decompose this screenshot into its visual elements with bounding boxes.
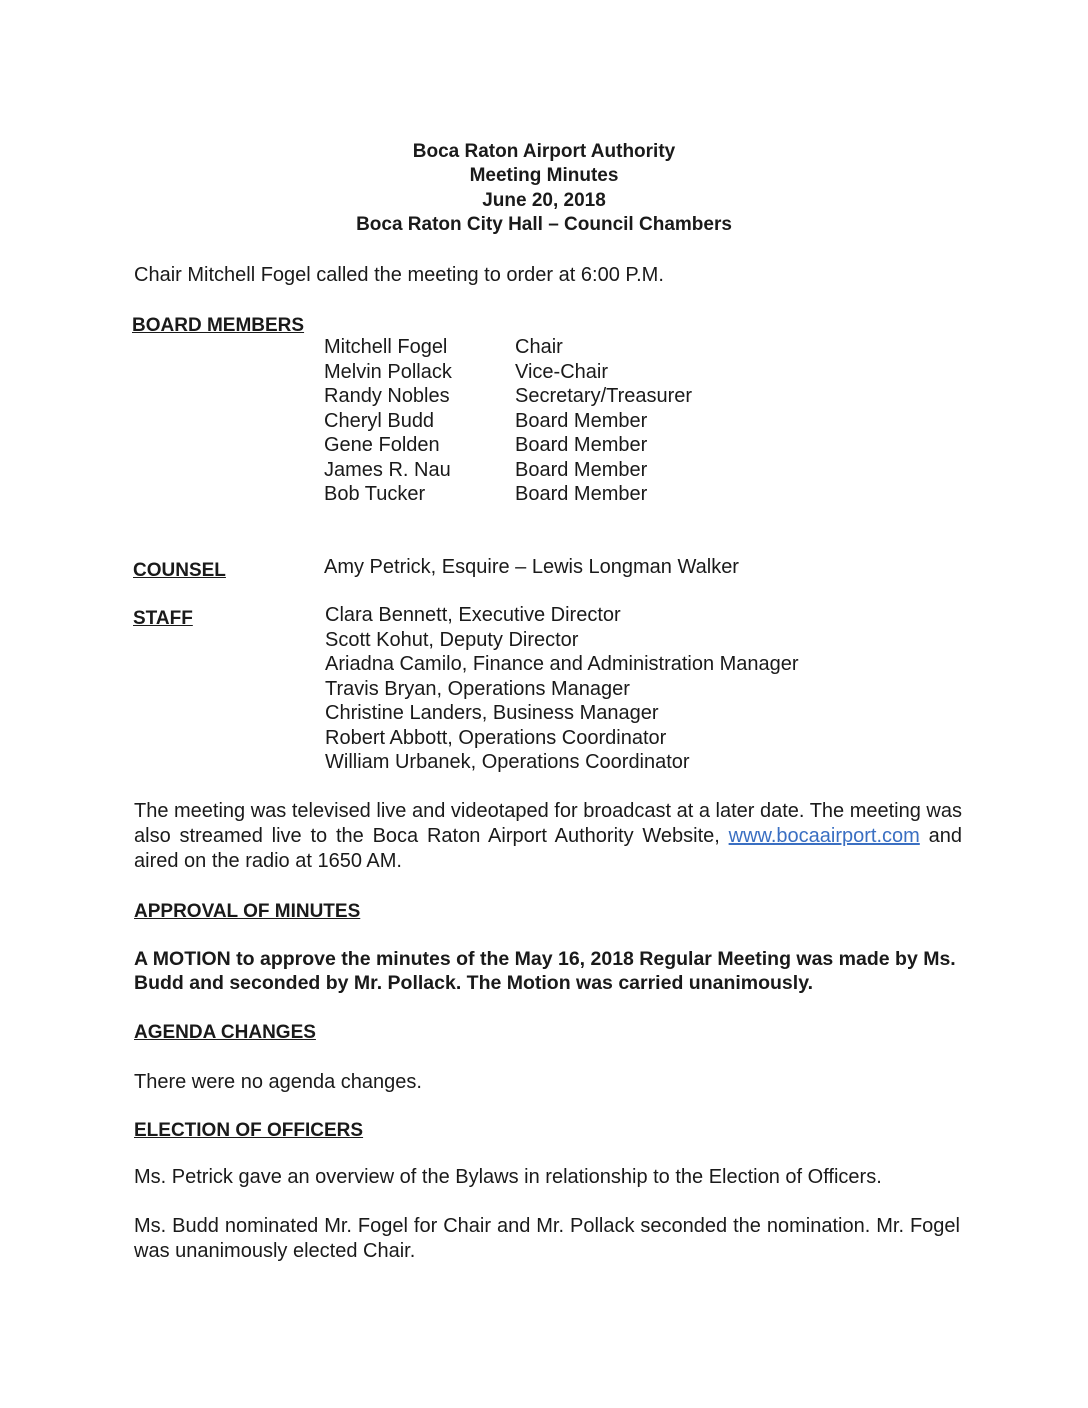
broadcast-text-before: The meeting was televised live and videotaped for broadcast at a later date. The meeting was also streamed live to the Boca Raton Airport Authority Website, <box>134 800 962 847</box>
website-link[interactable]: www.bocaairport.com <box>728 825 920 847</box>
call-to-order: Chair Mitchell Fogel called the meeting to order at 6:00 P.M. <box>134 264 664 286</box>
staff-member: Robert Abbott, Operations Coordinator <box>325 726 667 749</box>
org-title: Boca Raton Airport Authority <box>412 141 676 162</box>
staff-member: Christine Landers, Business Manager <box>325 702 659 724</box>
agenda-changes-heading: AGENDA CHANGES <box>134 1022 316 1043</box>
staff-heading: STAFF <box>133 608 193 629</box>
election-paragraph-1: Ms. Petrick gave an overview of the Bylaws in relationship to the Election of Officers. <box>134 1166 882 1188</box>
meeting-location: Boca Raton City Hall – Council Chambers <box>356 214 732 235</box>
member-name: Melvin Pollack <box>324 360 452 383</box>
member-role: Vice-Chair <box>515 360 608 383</box>
broadcast-text-after: and aired on the radio at 1650 AM. <box>134 825 962 872</box>
member-name: Mitchell Fogel <box>324 336 448 358</box>
member-role: Board Member <box>515 458 648 481</box>
approval-motion: A MOTION to approve the minutes of the May 16, 2018 Regular Meeting was made by Ms. Budd and seconded by Mr. Pollack. The Motion was carried unanimously. <box>134 948 956 994</box>
staff-member: William Urbanek, Operations Coordinator <box>325 751 690 773</box>
staff-list <box>325 603 799 775</box>
member-role: Secretary/Treasurer <box>515 385 693 407</box>
member-name: Randy Nobles <box>324 385 450 407</box>
election-paragraph-2: Ms. Budd nominated Mr. Fogel for Chair and Mr. Pollack seconded the nomination. Mr. Fogel was unanimously elected Chair. <box>134 1215 960 1262</box>
counsel-name: Amy Petrick, Esquire – Lewis Longman Walker <box>324 556 739 578</box>
agenda-changes-text: There were no agenda changes. <box>134 1071 422 1093</box>
member-role: Board Member <box>515 483 648 505</box>
staff-member: Ariadna Camilo, Finance and Administration Manager <box>325 653 799 675</box>
member-role: Chair <box>515 336 563 358</box>
counsel-heading: COUNSEL <box>133 560 226 581</box>
staff-member: Scott Kohut, Deputy Director <box>325 628 579 651</box>
approval-of-minutes-heading: APPROVAL OF MINUTES <box>134 901 361 922</box>
election-of-officers-heading: ELECTION OF OFFICERS <box>134 1120 364 1141</box>
member-name: Gene Folden <box>324 434 440 456</box>
member-name: Cheryl Budd <box>324 409 435 432</box>
staff-member: Travis Bryan, Operations Manager <box>325 677 630 700</box>
member-role: Board Member <box>515 434 648 456</box>
board-members-heading: BOARD MEMBERS <box>132 315 305 336</box>
member-role: Board Member <box>515 409 648 432</box>
member-name: James R. Nau <box>324 458 451 481</box>
meeting-date: June 20, 2018 <box>482 190 606 211</box>
member-name: Bob Tucker <box>324 483 426 505</box>
document-type: Meeting Minutes <box>469 165 619 186</box>
staff-member: Clara Bennett, Executive Director <box>325 604 621 626</box>
broadcast-paragraph <box>134 799 962 874</box>
